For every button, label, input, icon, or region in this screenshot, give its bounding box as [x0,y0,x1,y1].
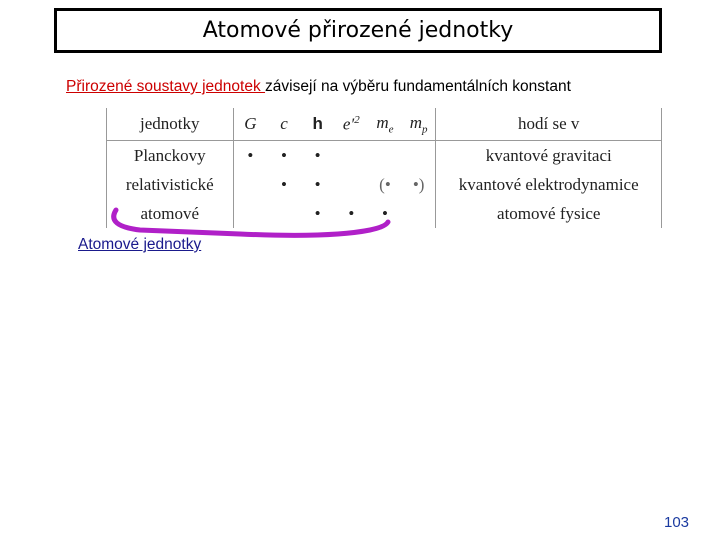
cell-me: (• [379,174,391,194]
subtitle-text: závisejí na výběru fundamentálních konstant [265,78,571,95]
cell-G [233,199,267,228]
cell-e [334,170,368,199]
row-name: atomové [107,199,233,228]
table-row [107,141,661,170]
atomic-units-link-text[interactable]: Atomové jednotky [78,236,202,253]
row-name: Planckovy [107,141,233,170]
cell-mp: •) [412,174,425,194]
header-e: $e'^2$ [334,108,368,141]
table-row [107,199,661,228]
row-name: relativistické [107,170,233,199]
cell-G [233,170,267,199]
cell-me: • [381,203,388,223]
cell-mp [402,199,436,228]
header-name: jednotky [107,108,233,141]
header-h: h [301,108,335,141]
header-hodi: hodí se v [436,108,661,141]
cell-me [368,141,402,170]
natural-units-link[interactable]: Přirozené soustavy jednotek [66,78,266,95]
header-mp: $m_p$ [402,108,436,141]
cell-c: • [281,174,287,194]
table-header-row [107,108,661,141]
units-table [106,108,662,228]
cell-mp [402,141,436,170]
atomic-units-link[interactable] [78,236,201,254]
subtitle [66,78,571,96]
cell-h: • [314,203,321,223]
table-row [107,170,661,199]
cell-c: • [281,145,287,165]
header-c: c [267,108,301,141]
row-hodi: kvantové gravitaci [436,141,661,170]
cell-h: • [314,145,321,165]
cell-e [334,141,368,170]
page-title-text: Atomové přirozené jednotky [202,18,514,43]
header-G: G [233,108,267,141]
cell-h: • [314,174,321,194]
row-hodi: atomové fysice [436,199,661,228]
page-number: 103 [664,514,690,531]
cell-G: • [247,145,254,165]
cell-e: • [348,203,355,223]
row-hodi: kvantové elektrodynamice [436,170,661,199]
cell-c [267,199,301,228]
page-title [54,8,662,53]
header-me: $m_e$ [368,108,402,141]
